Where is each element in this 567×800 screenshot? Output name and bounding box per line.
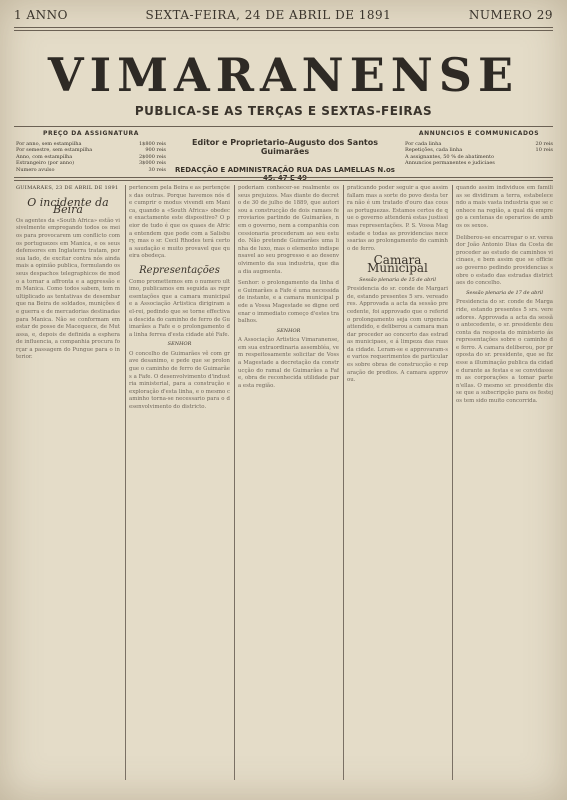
- header-rule-mid: [14, 126, 553, 127]
- article-text: O concelho de Guimarães vê com grave desanimo, e pede que se prolongue o caminho de ferro de Guimarães a Fafe. O desenvolvimento d'industria ministerial, para a construção e exploração d'esta linha, e o mesmo caminho torna-se necessario para o desenvolvimento do districto.: [129, 350, 230, 411]
- header-rule-top: [14, 27, 553, 28]
- column-divider: [234, 185, 235, 780]
- office-address: REDACÇÃO E ADMINISTRAÇÃO RUA DAS LAMELLAS N.os 45, 47 E 49: [175, 166, 395, 182]
- dateline: GUIMARÃES, 23 DE ABRIL DE 1891: [16, 185, 119, 191]
- session-label: Sessão plenaria de 17 de abril: [466, 289, 543, 296]
- issue-number: NUMERO 29: [468, 8, 553, 22]
- price-row: Por semestre, sem estampilha 900 reis: [16, 147, 166, 153]
- ads-prices-box: [405, 131, 553, 167]
- column-divider: [343, 185, 344, 780]
- price-row: Estrangeiro (por anno) 3$000 reis: [16, 160, 166, 166]
- subscription-prices-box: [16, 131, 166, 173]
- article-column-2: [129, 185, 230, 780]
- article-heading-beira: O incidente da Beira: [27, 195, 109, 217]
- editor-line: Editor e Proprietario-Augusto dos Santos Guimarães: [192, 138, 378, 156]
- header-rule-bottom: [14, 177, 553, 178]
- article-text: pertencem pela Beira e as pertenções das outras. Porque havemos nós de cumprir o modus vivendi em Manica, quando a «South Africa» obedece exactamente este dispositivo? O peior de tudo é que os quaes de Africa entendem que pode com a Salisbury, mas o sr. Cecil Rhodes terá certo a saudação e muito provavel que queira obedeça.: [129, 185, 230, 260]
- article-text: A Associação Artistica Vimaranense, em sua extraordinaria assembléa, vem respeitosamente solicitar de Vossa Magestade a decretação da construcção do ramal de Guimarães a Fafe, obra de reconhecida utilidade para esta região.: [238, 337, 339, 389]
- masthead-title: VIMARANENSE: [47, 48, 520, 102]
- ads-heading: ANNUNCIOS E COMMUNICADOS: [418, 130, 540, 137]
- issue-info-line: [14, 8, 553, 22]
- masthead-subtitle: PUBLICA-SE AS TERÇAS E SEXTAS-FEIRAS: [134, 104, 433, 118]
- article-heading-camara: Camara Municipal: [367, 253, 428, 275]
- salutation-label: SENHOR: [276, 327, 301, 334]
- ad-row: Por cada linha 20 reis: [405, 140, 553, 147]
- date-label: SEXTA-FEIRA, 24 DE ABRIL DE 1891: [145, 8, 392, 22]
- editor-box: [170, 138, 400, 182]
- price-row: Numero avulso 30 reis: [16, 166, 166, 173]
- ad-row: Repetições, cada linha 10 reis: [405, 147, 553, 153]
- header-rule-top-2: [14, 30, 553, 31]
- column-divider: [452, 185, 453, 780]
- price-row: Anno, com estampilha 2$000 reis: [16, 153, 166, 160]
- article-text: Presidencia do sr. conde de Margaride, estando presentes 5 srs. vereadores. Approvada a acta da sessão precedente, foi approvado que o referido prolongamento seja com urgencia attendido, e deliberou a camara mandar proceder ao concerto das estradas municipaes, e á limpeza das ruas da cidade. Leram-se e approvaram-se varios requerimentos de particulares sobre obras de construcção e reparação de predios. A camara approvou.: [347, 286, 448, 384]
- price-row: Por anno, sem estampilha 1$800 reis: [16, 140, 166, 147]
- article-column-3: [238, 185, 339, 780]
- prices-heading: PREÇO DA ASSIGNATURA: [42, 130, 140, 137]
- article-text: Senhor: o prolongamento da linha de Guimarães a Fafe é uma necessidade instante, e a camara municipal pede a Vossa Magestade se digne ordenar o immediato começo d'estes trabalhos.: [238, 280, 339, 325]
- article-text: Presidencia do sr. conde de Margaride, estando presentes 5 srs. vereadores. Approvada a acta da sessão antecedente, o sr. presidente deu conta da resposta do ministerio ás representações sobre o caminho de ferro. A camara deliberou, por proposta do sr. presidente, que se fizesse a illuminação publica da cidade durante as festas e se convidassem as corporações a tomar parte n'ellas. O mesmo sr. presidente disse que a subscripção para os festejos tem sido muito concorrida.: [456, 299, 553, 405]
- article-text: praticando poder seguir a que assim fallam mas a sorte do povo desta terra não é um tratado d'ouro das cousas portuguezas. Estamos certos de que o governo attenderá estas justissimas representações. P. S. Vossa Magestade e todas as providencias necessarias ao prolongamento do caminho de ferro.: [347, 185, 448, 252]
- article-text: Deliberou-se encarregar o sr. vereador João Antonio Dias da Costa de proceder ao estudo de caminhos vicinaes, e bem assim que se officie ao governo pedindo providencias sobre o estado das estradas districtaes do concelho.: [456, 234, 553, 287]
- ad-row: A assignantes, 50 % de abatimento: [405, 153, 494, 160]
- article-text: quando assim individuos em familias se dividiram a terra, estabelecendo a mais vasta industria que se conhece na região, a qual dá emprego a centenas de operarios de ambos os sexos.: [456, 185, 553, 229]
- header-rule-bottom-2: [14, 180, 553, 181]
- article-column-4: [347, 185, 448, 780]
- ad-row: Annuncios permanentes e judiciaes: [405, 160, 495, 166]
- article-column-1: [16, 185, 120, 780]
- column-divider: [125, 185, 126, 780]
- article-heading-representacoes: Representações: [139, 264, 220, 276]
- article-text: Os agentes da «South Africa» estão visivelmente empregando todos os meios para provocarem um conflicto com os portuguezes em Manica, e os seus defensores em Inglaterra tratam, por sua lado, de excitar contra nós ainda mais a opinião publica, formulando os seus despachos telegraphicos de modo a tornar a affronta e a aggressão em Manica. Como todos sabem, tem multiplicado as tentativas de desembarque na Beira de soldados, munições de guerra e de mercadorias destinadas para Manica. Não se conformam em estar de posse de Macequece, de Mutassa, e, depois de definida a esphera de influencia, a companhia procura forçar a passagem do Pungue para o interior.: [16, 217, 120, 361]
- article-text: Como promettemos em o numero ultimo, publicamos em seguida as representações que a camara municipal e a Associação Artistica dirigiram a el-rei, pedindo que se torne effectiva a descida do caminho de ferro de Guimarães a Fafe e o prolongamento da linha ferrea d'esta cidade até Fafe.: [129, 278, 230, 338]
- session-label: Sessão plenaria de 15 de abril: [359, 276, 436, 283]
- article-text: poderiam conhecer-se realmente os seus prejuizos. Mas diante do decreto de 30 de julho de 1889, que autorisou a construcção de dois ramaes ferroviarios partindo de Guimarães, nem o governo, nem a companhia concessionaria procederam ao seu estudo. Não pretende Guimarães uma linha de luxo, mas o elemento indispensavel ao seu progresso e ao desenvolvimento da sua industria, que dia a dia augmenta.: [238, 185, 339, 275]
- article-column-5: [456, 185, 553, 780]
- year-label: 1 ANNO: [14, 8, 68, 22]
- salutation-label: SENHOR: [167, 341, 192, 348]
